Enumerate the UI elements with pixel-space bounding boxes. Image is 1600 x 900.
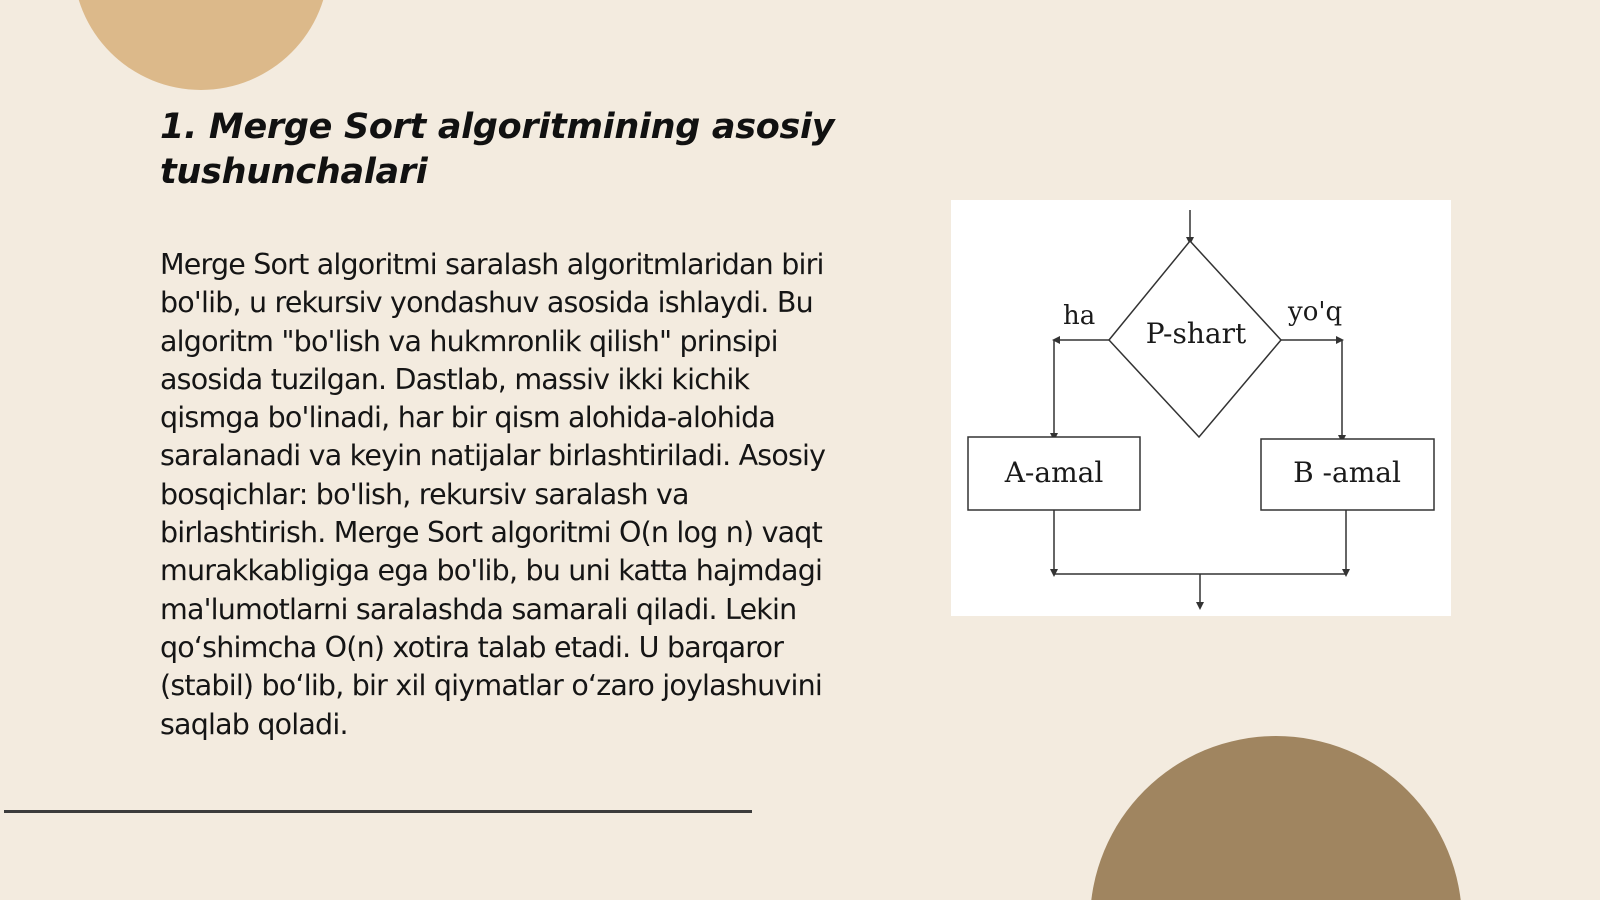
divider-line (4, 810, 752, 813)
action-box-a-label: A-amal (1004, 456, 1104, 489)
decorative-circle-top (73, 0, 329, 90)
flowchart-diagram (951, 200, 1451, 616)
yes-label: ha (1063, 301, 1096, 331)
decorative-circle-bottom (1090, 736, 1462, 900)
flowchart-figure (951, 200, 1451, 616)
action-box-b-label: B -amal (1293, 456, 1401, 489)
no-label: yo'q (1288, 297, 1343, 327)
condition-label: P-shart (1145, 317, 1247, 350)
slide-title: 1. Merge Sort algoritmining asosiy tushunchalari (160, 107, 835, 192)
slide-body-text: Merge Sort algoritmi saralash algoritmlaridan biri bo'lib, u rekursiv yondashuv asosida ishlaydi. Bu algoritm "bo'lish va hukmronlik qilish" prinsipi asosida tuzilgan. Dastlab, massiv ikki kichik qismga bo'linadi, har bir qism alohida-alohida saralanadi va keyin natijalar birlashtiriladi. Asosiy bosqichlar: bo'lish, rekursiv saralash va birlashtirish. Merge Sort algoritmi O(n log n) vaqt murakkabligiga ega bo'lib, bu uni katta hajmdagi ma'lumotlarni saralashda samarali qiladi. Lekin qo‘shimcha O(n) xotira talab etadi. U barqaror (stabil) bo‘lib, bir xil qiymatlar o‘zaro joylashuvini saqlab qoladi. (160, 248, 826, 741)
